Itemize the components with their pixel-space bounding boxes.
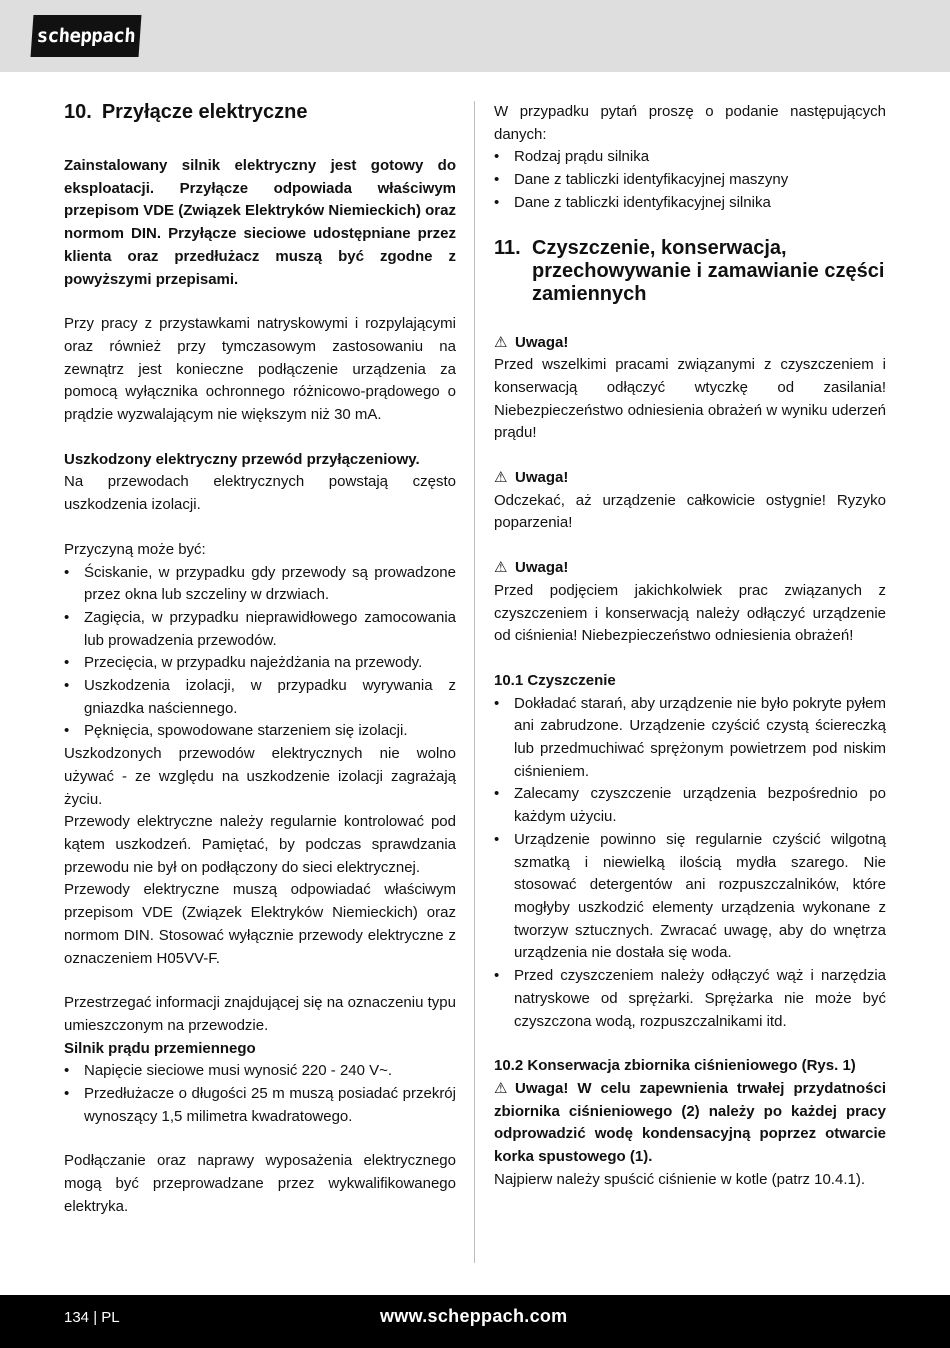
list-item: • Dane z tabliczki identyfikacyjnej maszyny (494, 169, 886, 192)
ac-motor-heading: Silnik prądu przemiennego (64, 1039, 256, 1057)
warning-label: Uwaga! (515, 333, 569, 351)
ac-motor-list (64, 1060, 456, 1128)
list-item: • Przecięcia, w przypadku najeżdżania na przewody. (64, 652, 456, 675)
questions-intro: W przypadku pytań proszę o podanie następujących danych: (494, 103, 886, 143)
maintenance-warning (494, 1078, 886, 1169)
questions-list (494, 146, 886, 214)
list-item: • Urządzenie powinno się regularnie czyścić wilgotną szmatką i niewielką ilością mydła szarego. Nie stosować detergentów ani rozpuszczalników, które mogłyby uszkodzić elementy urządzenia wykonane z tworzyw sztucznych. Zwracać uwagę, aby do wnętrza urządzenia nie dostała się woda. (494, 829, 886, 965)
vde-paragraph: Przewody elektryczne muszą odpowiadać właściwym przepisom VDE (Związek Elektryków Niemieckich) oraz normom DIN. Stosować wyłącznie przewody elektryczne z oznaczeniem H05VV-F. (64, 881, 456, 967)
page-header (0, 0, 950, 72)
list-item: • Pęknięcia, spowodowane starzeniem się izolacji. (64, 720, 456, 743)
electrician-paragraph: Podłączanie oraz naprawy wyposażenia elektrycznego mogą być przeprowadzane przez wykwalifikowanego elektryka. (64, 1152, 456, 1215)
scheppach-logo: scheppach (31, 15, 142, 57)
section-number: 10. (64, 101, 92, 123)
section-title: Przyłącze elektryczne (101, 101, 308, 123)
cleaning-list (494, 693, 886, 1034)
causes-list (64, 562, 456, 744)
column-divider (474, 101, 475, 1263)
list-item: • Zalecamy czyszczenie urządzenia bezpośrednio po każdym użyciu. (494, 783, 886, 828)
cleaning-heading: 10.1 Czyszczenie (494, 671, 616, 689)
intro-paragraph: Zainstalowany silnik elektryczny jest gotowy do eksploatacji. Przyłącze odpowiada właściwym przepisom VDE (Związek Elektryków Niemieckich) oraz normom DIN. Przyłącze sieciowe udostępniane przez klienta oraz przedłużacz muszą być zgodne z powyższymi przepisami. (64, 157, 456, 288)
warning-heading (494, 467, 886, 490)
warning-triangle-icon: ⚠ (494, 333, 508, 351)
section-11-heading (494, 237, 886, 306)
damaged-cable-text: Na przewodach elektrycznych powstają często uszkodzenia izolacji. (64, 473, 456, 514)
warning-heading (494, 557, 886, 580)
cause-label: Przyczyną może być: (64, 540, 206, 558)
section-title: Czyszczenie, konserwacja, przechowywanie i zamawianie części zamiennych (532, 236, 885, 305)
rcd-paragraph: Przy pracy z przystawkami natryskowymi i rozpylającymi oraz również przy tymczasowym zastosowaniu na zewnątrz jest konieczne podłączenie urządzenia za pomocą wyłącznika ochronnego różnicowo-prądowego o prądzie wyzwalającym nie większym niż 30 mA. (64, 315, 456, 424)
list-item: • Uszkodzenia izolacji, w przypadku wyrywania z gniazdka naściennego. (64, 675, 456, 720)
check-paragraph: Przewody elektryczne należy regularnie kontrolować pod kątem uszkodzeń. Pamiętać, by podczas sprawdzania przewodu nie był on podłączony do sieci elektrycznej. (64, 813, 456, 876)
section-10-heading (64, 101, 456, 124)
warning-text: Przed wszelkimi pracami związanymi z czyszczeniem i konserwacją odłączyć wtyczkę od zasilania! Niebezpieczeństwo odniesienia obrażeń w wyniku uderzeń prądu! (494, 356, 886, 442)
list-item: • Zagięcia, w przypadku nieprawidłowego zamocowania lub prowadzenia przewodów. (64, 607, 456, 652)
warning-label: Uwaga! (515, 559, 569, 577)
left-column (64, 101, 456, 1219)
maintenance-text: Najpierw należy spuścić ciśnienie w kotle (patrz 10.4.1). (494, 1170, 865, 1188)
warning-label: Uwaga! (515, 1079, 569, 1097)
list-item: • Dane z tabliczki identyfikacyjnej silnika (494, 192, 886, 215)
list-item: • Ściskanie, w przypadku gdy przewody są prowadzone przez okna lub szczeliny w drzwiach. (64, 562, 456, 607)
warning-label: Uwaga! (515, 469, 569, 487)
list-item: • Rodzaj prądu silnika (494, 146, 886, 169)
page-number: 134 | PL (64, 1309, 120, 1326)
warning-text: Odczekać, aż urządzenie całkowicie ostygnie! Ryzyko poparzenia! (494, 491, 886, 532)
list-item: • Dokładać starań, aby urządzenie nie było pokryte pyłem ani zabrudzone. Urządzenie czyścić czystą ściereczką lub przedmuchiwać sprężonym powietrzem pod niskim ciśnieniem. (494, 693, 886, 784)
warning-triangle-icon: ⚠ (494, 469, 508, 487)
section-number: 11. (494, 236, 521, 259)
list-item: • Napięcie sieciowe musi wynosić 220 - 240 V~. (64, 1060, 456, 1083)
damaged-cable-heading: Uszkodzony elektryczny przewód przyłączeniowy. (64, 450, 420, 468)
warning-heading (494, 332, 886, 355)
warning-text: Przed podjęciem jakichkolwiek prac związanych z czyszczeniem i konserwacją należy odłączyć urządzenie od ciśnienia! Niebezpieczeństwo odniesienia obrażeń! (494, 581, 886, 645)
warning-triangle-icon: ⚠ (494, 559, 508, 577)
maintenance-warning-text: W celu zapewnienia trwałej przydatności zbiornika ciśnieniowego (2) należy po każdej pracy odprowadzić wodę kondensacyjną poprzez otwarcie korka spustowego (1). (494, 1079, 886, 1166)
website-link[interactable]: www.scheppach.com (380, 1306, 568, 1326)
no-use-paragraph: Uszkodzonych przewodów elektrycznych nie wolno używać - ze względu na uszkodzenie izolacji zagrażają życiu. (64, 745, 456, 808)
maintenance-heading: 10.2 Konserwacja zbiornika ciśnieniowego (Rys. 1) (494, 1057, 856, 1075)
warning-triangle-icon: ⚠ (494, 1079, 508, 1097)
page-footer (0, 1295, 950, 1348)
right-column (494, 101, 886, 1191)
list-item: • Przed czyszczeniem należy odłączyć wąż i narzędzia natryskowe od sprężarki. Sprężarka nie może być czyszczona wodą, rozpuszczalnikami itd. (494, 965, 886, 1033)
marking-paragraph: Przestrzegać informacji znajdującej się na oznaczeniu typu umieszczonym na przewodzie. (64, 994, 456, 1034)
list-item: • Przedłużacze o długości 25 m muszą posiadać przekrój wynoszący 1,5 milimetra kwadratowego. (64, 1083, 456, 1128)
